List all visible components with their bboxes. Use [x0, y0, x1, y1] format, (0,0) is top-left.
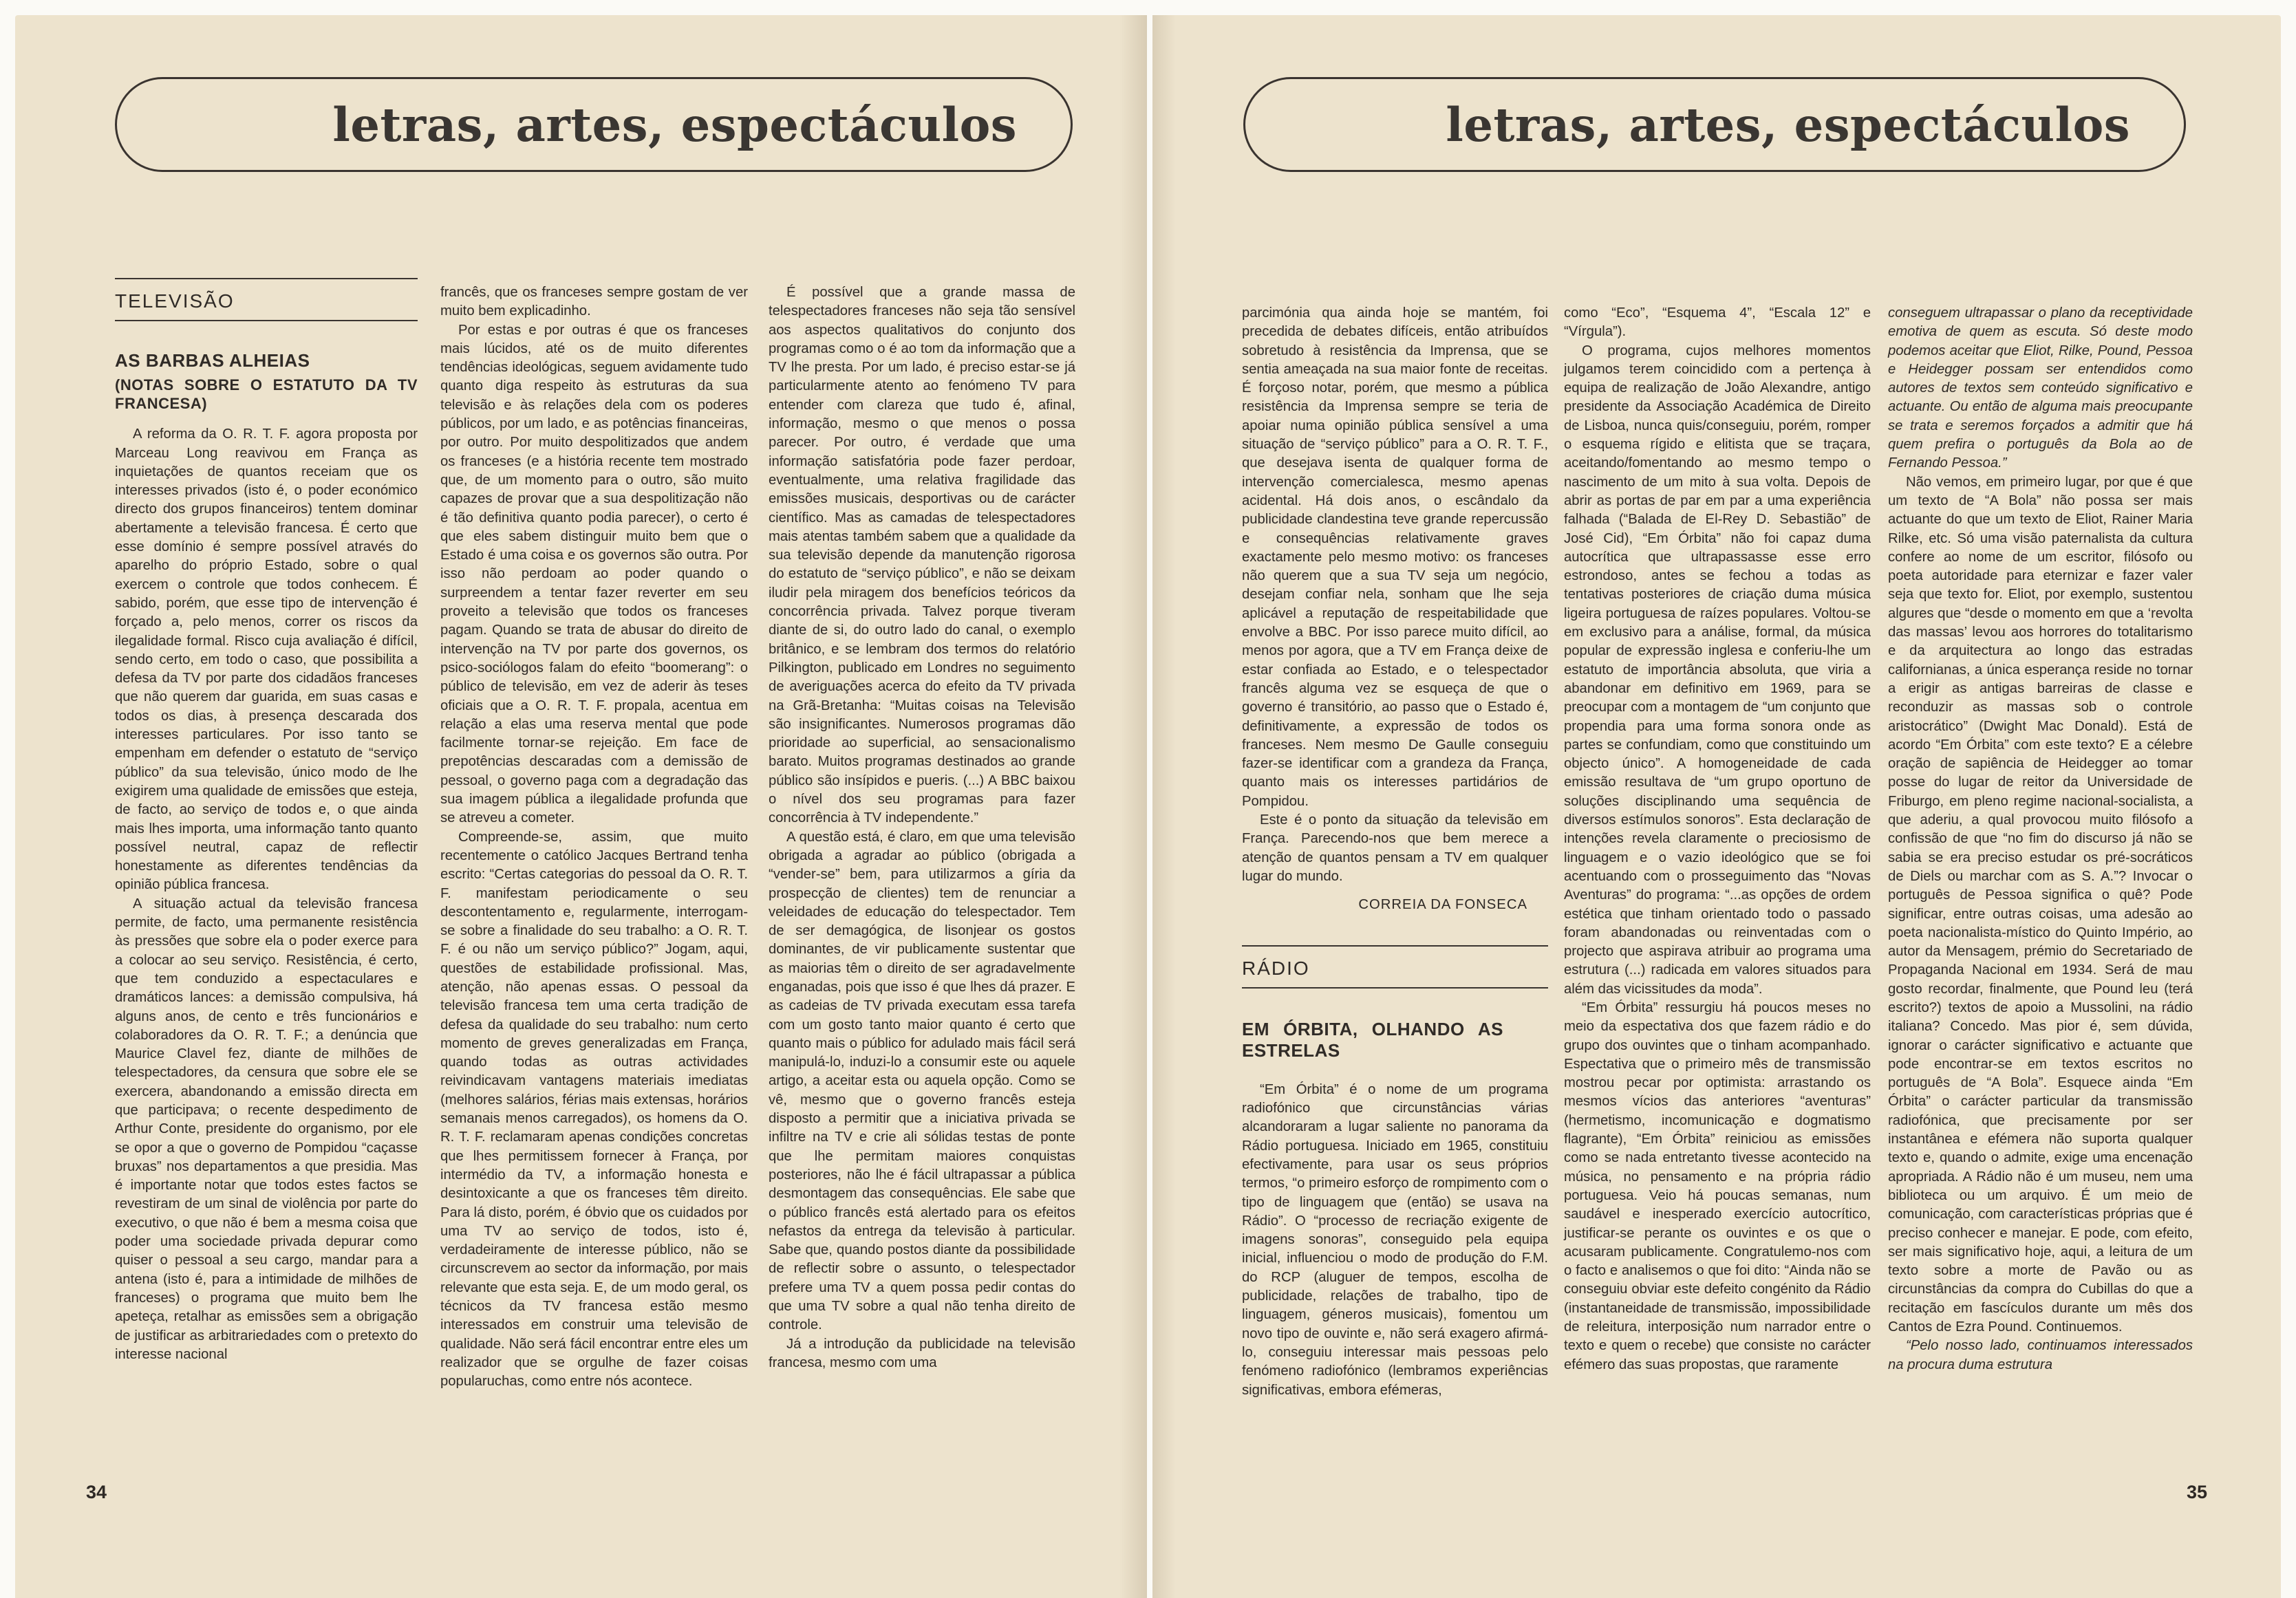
gutter-shadow [1152, 15, 1176, 1598]
section-rule [1242, 987, 1548, 989]
paragraph: Compreende-se, assim, que muito recentemente o católico Jacques Bertrand tenha escrito: “Certas categorias do pessoal da O. R. T. F. manifestam periodicamente o seu descontentamento e, regularmente, interrogam-se sobre a finalidade do seu trabalho: a O. R. T. F. é ou não um serviço público?” Jogam, aqui, questões de estabilidade profissional. Mas, atenção, não apenas essas. O pessoal da televisão francesa tem uma certa tradição de defesa da qualidade do seu trabalho: num certo momento de greves generalizadas em França, quando todas as outras actividades reivindicavam vantagens materiais imediatas (melhores salários, férias mais extensas, horários semanais menos carregados), os homens da O. R. T. F. reclamaram apenas condições concretas que lhes permitissem fornecer à França, por intermédio da TV, a informação honesta e desintoxicante a que os franceses têm direito. Para lá disto, porém, é óbvio que os cuidados por uma TV ao serviço de todos, isto é, verdadeiramente de interesse público, não se circunscrevem ao sector da informação, por mais relevante que esta seja. E, de um modo geral, os técnicos da TV francesa estão mesmo interessados em construir uma televisão de qualidade. Não será fácil encontrar entre eles um realizador que se orgulhe de fazer coisas popularuchas, como entre nós acontece. [440, 829, 748, 1390]
paragraph: Não vemos, em primeiro lugar, por que é que um texto de “A Bola” não possa ser mais actuante do que um texto de Eliot, Rainer Maria Rilke, etc. Só uma visão paternalista da cultura confere ao nome de um escritor, filósofo ou poeta autoridade para eternizar e fazer valer seja que texto for. Eliot, por exemplo, sustentou algures que “desde o momento em que a ‘revolta das massas’ levou aos horrores do totalitarismo e da arquitectura ao longo das estradas californianas, a única esperança reside no tornar a erigir as antigas barreiras de classe e reconduzir as massas sob o controle aristocrático” (Dwight Mac Donald). Está de acordo “Em Órbita” com este texto? E a célebre oração de sapiência de Heidegger ao tomar posse do lugar de reitor da Universidade de Friburgo, em pleno regime nacional-socialista, a que aderiu, a qual provocou muito filósofo a confissão de que “no fim do discurso já não se sabia se era preciso estudar os pré-socráticos de Diels ou marchar com as S. A.”? Invocar o português de Pessoa significa o quê? Pode significar, entre outras coisas, uma adesão ao poeta nacionalista-místico do Quinto Império, ao autor da Mensagem, prémio do Secretariado de Propaganda Nacional em 1934. Será de mau gosto recordar, finalmente, que Pound leu (terá escrito?) textos de apoio a Mussolini, na rádio italiana? Concedo. Mas pior é, sem dúvida, ignorar o carácter significativo e actuante que pode encontrar-se em textos escritos no português de “A Bola”. Esquece ainda “Em Órbita” o carácter particular da transmissão radiofónica, que precisamente por ser instantânea e efémera não suporta qualquer texto e, quando o admite, exige uma encenação apropriada. A Rádio não é um museu, nem uma biblioteca ou um arquivo. É um meio de comunicação, com características próprias que é preciso conhecer e manejar. E pode, com efeito, ser mais significativo hoje, aqui, a leitura de um texto sobre a morte de Pavão ou as circunstâncias da compra do Cubillas do que a recitação em fascículos durante um mês dos Cantos de Ezra Pound. Continuemos. [1888, 474, 2193, 1335]
section-rule [115, 278, 418, 279]
article-title: AS BARBAS ALHEIAS [115, 350, 310, 371]
left-page [15, 15, 1147, 1598]
gutter-shadow [1119, 15, 1147, 1598]
column-1 [115, 278, 418, 1364]
paragraph: “Em Órbita” ressurgiu há poucos meses no meio da espectativa dos que fazem rádio e do grupo dos ouvintes que o tinham acompanhado. Espectativa que o primeiro mês de transmissão mostrou pecar por optimista: arrastando os mesmos vícios das anteriores “aventuras” (hermetismo, incomunicação e dogmatismo flagrante), “Em Órbita” reiniciou as emissões como se nada entretanto tivesse acontecido na música, no pensamento e na própria rádio portuguesa. Veio há poucas semanas, num saudável e inesperado exercício autocrítico, justificar-se perante os ouvintes e os que o acusaram publicamente. Congratulemo-nos com o facto e analisemos o que foi dito: “Ainda não se conseguiu obviar este defeito congénito da Rádio (instantaneidade de transmissão, impossibilidade de releitura, interposição num narrador entre o texto e quem o recebe) que consiste no carácter efémero das suas propostas, que raramente [1564, 1000, 1871, 1372]
paragraph: A situação actual da televisão francesa permite, de facto, uma permanente resistência às pressões que sobre ela o poder exerce para a colocar ao seu serviço. Resistência, é certo, que tem conduzido a espectaculares e dramáticos lances: a demissão compulsiva, há alguns anos, de cento e três funcionários e colaboradores da O. R. T. F.; a denúncia que Maurice Clavel fez, diante de milhões de telespectadores, da censura que sobre ele se exercera, abandonando a emissão directa em que participava; o recente despedimento de Arthur Conte, presidente do organismo, por ele se opor a que o governo de Pompidou “caçasse bruxas” nos departamentos a que presidia. Mas é importante notar que todos estes factos se revestiram de um sinal de violência por parte do executivo, o que não é bem a mesma coisa que poder uma sociedade privada depurar como quiser o pessoal a seu cargo, mandar para a antena (isto é, para a intimidade de milhões de franceses) o programa que muito bem lhe apeteça, retalhar as emissões sem a obrigação de justificar as arbitrariedades com o pretexto do interesse nacional [115, 896, 418, 1362]
paragraph: conseguem ultrapassar o plano da receptividade emotiva de quem as escuta. Só deste modo podemos aceitar que Eliot, Rilke, Pound, Pessoa e Heidegger possam ser entendidos como autores de textos sem conteúdo significativo e actuante. Ou então de alguma mais preocupante se trata e seremos forçados a admitir que há quem prefira o português da Bola ao de Fernando Pessoa.” [1888, 305, 2193, 471]
column-3 [1888, 304, 2193, 1374]
section-rule [115, 320, 418, 321]
paragraph: “Em Órbita” é o nome de um programa radiofónico que circunstâncias várias alcandoraram a lugar saliente no panorama da Rádio portuguesa. Iniciado em 1965, constituiu efectivamente, para usar os seus próprios termos, “o primeiro esforço de rompimento com o tipo de linguagem que (então) se usava na Rádio”. O “processo de recriação exigente de imagens sonoras”, conseguido pela equipa inicial, influenciou o modo de produção do F.M. do RCP (aluguer de tempos, escolha de publicidade, relações de trabalho, tipo de linguagem, géneros musicais), fomentou um novo tipo de ouvinte e, não será exagero afirmá-lo, conseguiu interessar mais pessoas pelo fenómeno radiofónico (lembramos experiências significativas, embora efémeras, [1242, 1081, 1548, 1398]
column-2 [1564, 304, 1871, 1374]
section-rule [1242, 945, 1548, 947]
column-3 [769, 283, 1075, 1372]
section-banner [1243, 77, 2186, 172]
paragraph: Já a introdução da publicidade na televisão francesa, mesmo com uma [769, 1336, 1075, 1370]
right-page [1152, 15, 2281, 1598]
page-number: 35 [2187, 1482, 2208, 1502]
page-number: 34 [86, 1482, 107, 1502]
banner-title: letras, artes, espectáculos [1446, 97, 2130, 152]
paragraph: francês, que os franceses sempre gostam de ver muito bem explicadinho. [440, 285, 748, 319]
article-subtitle: (NOTAS SOBRE O ESTATUTO DA TV FRANCESA) [115, 376, 418, 413]
paragraph: Este é o ponto da situação da televisão em França. Parecendo-nos que bem merece a atenção de quantos pensam a TV em qualquer lugar do mundo. [1242, 812, 1548, 884]
paragraph: Por estas e por outras é que os franceses mais lúcidos, até os de muito diferentes tendências ideológicas, seguem avidamente tudo quanto diga respeito às estruturas da sua televisão e às relações dela com os poderes públicos, por um lado, e as potências financeiras, por outro. Por muito despolitizados que andem os franceses (e a história recente tem mostrado que, de um momento para o outro, são muito capazes de provar que a sua despolitização não é tão definitiva quanto podia parecer), o certo é que eles sabem distinguir muito bem que o Estado é uma coisa e os governos são outra. Por isso não perdoam ao poder quando o surpreendem a tentar fazer reverter em seu proveito a televisão que todos os franceses pagam. Quando se trata de abusar do direito de intervenção na TV por parte dos governos, os psico-sociólogos falam do efeito “boomerang”: o público de televisão, em vez de aderir às teses oficiais que a O. R. T. F. propala, acentua em relação a elas uma reserva mental que pode facilmente tornar-se rejeição. Em face de prepotências descaradas com a demissão de pessoal, o governo paga com a degradação das sua imagem pública a ilegalidade profunda que se atreveu a cometer. [440, 322, 748, 826]
paragraph: parcimónia qua ainda hoje se mantém, foi precedida de debates difíceis, então atribuídos sobretudo à resistência da Imprensa, que se sentia ameaçada na sua maior fonte de receitas. É forçoso notar, porém, que mesmo a pública resistência da Imprensa sempre se teria de apoiar numa opinião pública sensível a uma situação de “serviço público” para a O. R. T. F., que desejava isenta de qualquer forma de intervenção comercialesca, mesmo apenas acidental. Há dois anos, o escândalo da publicidade clandestina teve grande repercussão e consequências relativamente graves exactamente pelo mesmo motivo: os franceses não querem que a sua TV seja um negócio, desejam confiar nela, sonham que lhe seja aplicável a reputação de respeitabilidade que envolve a BBC. Por isso parece muito difícil, ao menos por agora, que a TV em França deixe de estar confiada ao Estado, e o telespectador francês alguma vez se esqueça de que o governo é transitório, ao passo que o Estado é, definitivamente, a expressão de todos os franceses. Nem mesmo De Gaulle conseguiu fazer-se identificar com a grandeza da França, quanto mais os interesses partidários de Pompidou. [1242, 305, 1548, 809]
paragraph: “Pelo nosso lado, continuamos interessados na procura duma estrutura [1888, 1338, 2193, 1372]
paragraph: A questão está, é claro, em que uma televisão obrigada a agradar ao público (obrigada a “vender-se” bem, para utilizarmos a gíria da prospecção de clientes) tem de renunciar a veleidades de educação do telespectador. Tem de ser demagógica, de lisonjear os gostos dominantes, de vir publicamente sustentar que as maiorias têm o direito de ser agradavelmente enganadas, pois que isso é que lhes dá prazer. E as cadeias de TV privada executam essa tarefa com um gosto tanto maior quanto é certo que quanto mais o público for adulado mais fácil será manipulá-lo, induzi-lo a consumir este ou aquele artigo, a aceitar esta ou aquela opção. Como se vê, mesmo que o governo francês esteja disposto a permitir que a iniciativa privada se infiltre na TV e crie ali sólidas testas de ponte que lhe permitam maiores conquistas posteriores, não lhe é fácil ultrapassar a pública desmontagem das consequências. Ele sabe que o público francês está alertado para os efeitos nefastos da entrega da televisão à particular. Sabe que, quando postos diante da possibilidade de reflectir sobre o assunto, o telespectador prefere uma TV a quem possa pedir contas do que uma TV sobre a qual não tenha direito de controle. [769, 829, 1075, 1333]
section-label: TELEVISÃO [115, 290, 235, 312]
section-banner [115, 77, 1073, 172]
paragraph: É possível que a grande massa de telespectadores franceses não seja tão sensível aos aspectos qualitativos do conjunto dos programas como o é ao tom da informação que a TV lhe presta. Por um lado, é preciso estar-se já particularmente atento ao fenómeno TV para entender com clareza que tudo é, afinal, informação, mesmo o que menos o possa parecer. Por outro, é verdade que uma informação satisfatória pode fazer perdoar, eventualmente, uma relativa fragilidade das emissões musicais, desportivas ou de carácter científico. Mas as camadas de telespectadores mais atentas também sabem que a qualidade da sua televisão depende da manutenção rigorosa do estatuto de “serviço público”, e não se deixam iludir pela miragem dos benefícios teóricos da concorrência privada. Talvez porque tiveram diante de si, do outro lado do canal, o exemplo britânico, e se lembram dos termos do relatório Pilkington, publicado em Londres no seguimento de averiguações acerca do efeito da TV privada na Grã-Bretanha: “Muitas coisas na Televisão são insignificantes. Numerosos programas dão prioridade ao superficial, ao sensacionalismo barato. Muitos programas destinados ao grande público são insípidos e pueris. (...) A BBC baixou o nível dos seu programas para fazer concorrência à TV independente.” [769, 285, 1075, 826]
section-label: RÁDIO [1242, 957, 1310, 979]
article-title: EM ÓRBITA, OLHANDO AS ESTRELAS [1242, 1018, 1503, 1061]
banner-title: letras, artes, espectáculos [332, 97, 1017, 152]
paragraph: O programa, cujos melhores momentos julgamos terem coincidido com a pertença à equipa de realização de João Alexandre, antigo presidente da Associação Académica de Direito de Lisboa, nunca quis/conseguiu, porém, romper o esquema rígido e elitista que se traçara, aceitando/fomentando ao mesmo tempo o nascimento de um mito à sua volta. Depois de abrir as portas de par em par a uma experiência falhada (“Balada de El-Rey D. Sebastião” de José Cid), “Em Órbita” não foi capaz duma autocrítica que ultrapassasse esse erro estrondoso, antes se fechou a todas as tentativas posteriores de criação duma música ligeira portuguesa de raízes populares. Voltou-se em exclusivo para a análise, formal, da música popular de expressão inglesa e conferiu-lhe um estatuto de importância absoluta, que viria a abandonar em definitivo em 1969, para se preocupar com a montagem de “um conjunto que propendia para uma forma sonora onde as partes se confundiam, como que constituindo um objecto único”. A homogeneidade de cada emissão resultava de “um grupo oportuno de soluções disciplinando uma sequência de diversos estímulos sonoros”. Esta declaração de intenções revela claramente o preciosismo de linguagem e o vazio ideológico que se foi acentuando com o prosseguimento das “Novas Aventuras” do programa: “...as opções de ordem estética que tinham orientado todo o passado foram abandonadas ou reinventadas com o projecto que aspirava atribuir ao programa uma estrutura (...) radicada em valores situados para além das vicissitudes da moda”. [1564, 343, 1871, 997]
author-signature: CORREIA DA FONSECA [1358, 897, 1527, 913]
paragraph: A reforma da O. R. T. F. agora proposta por Marceau Long reavivou em França as inquietações de quantos receiam que os interesses privados (isto é, o poder económico directo dos grupos financeiros) tentem dominar abertamente a televisão francesa. É certo que esse domínio é sempre possível através do aparelho do próprio Estado, sobre o qual exercem o controle que todos conhecem. É sabido, porém, que esse tipo de intervenção é forçado a, pelo menos, correr os riscos da ilegalidade formal. Risco cuja avaliação é difícil, sendo certo, em todo o caso, que possibilita a defesa da TV por parte dos cidadãos franceses que não querem dar guarida, em suas casas e todos os dias, à presença descarada dos interesses particulares. Por isso tanto se empenham em defender o estatuto de “serviço público” da sua televisão, único modo de lhe exigirem uma qualidade de emissões que esteja, de facto, ao serviço de todos e, o que ainda mais lhes importa, uma informação tanto quanto possível neutral, capaz de reflectir honestamente as diferentes tendências da opinião pública francesa. [115, 427, 418, 893]
column-1 [1242, 304, 1548, 1400]
paragraph: como “Eco”, “Esquema 4”, “Escala 12” e “Vírgula”). [1564, 305, 1871, 340]
column-2 [440, 283, 748, 1392]
